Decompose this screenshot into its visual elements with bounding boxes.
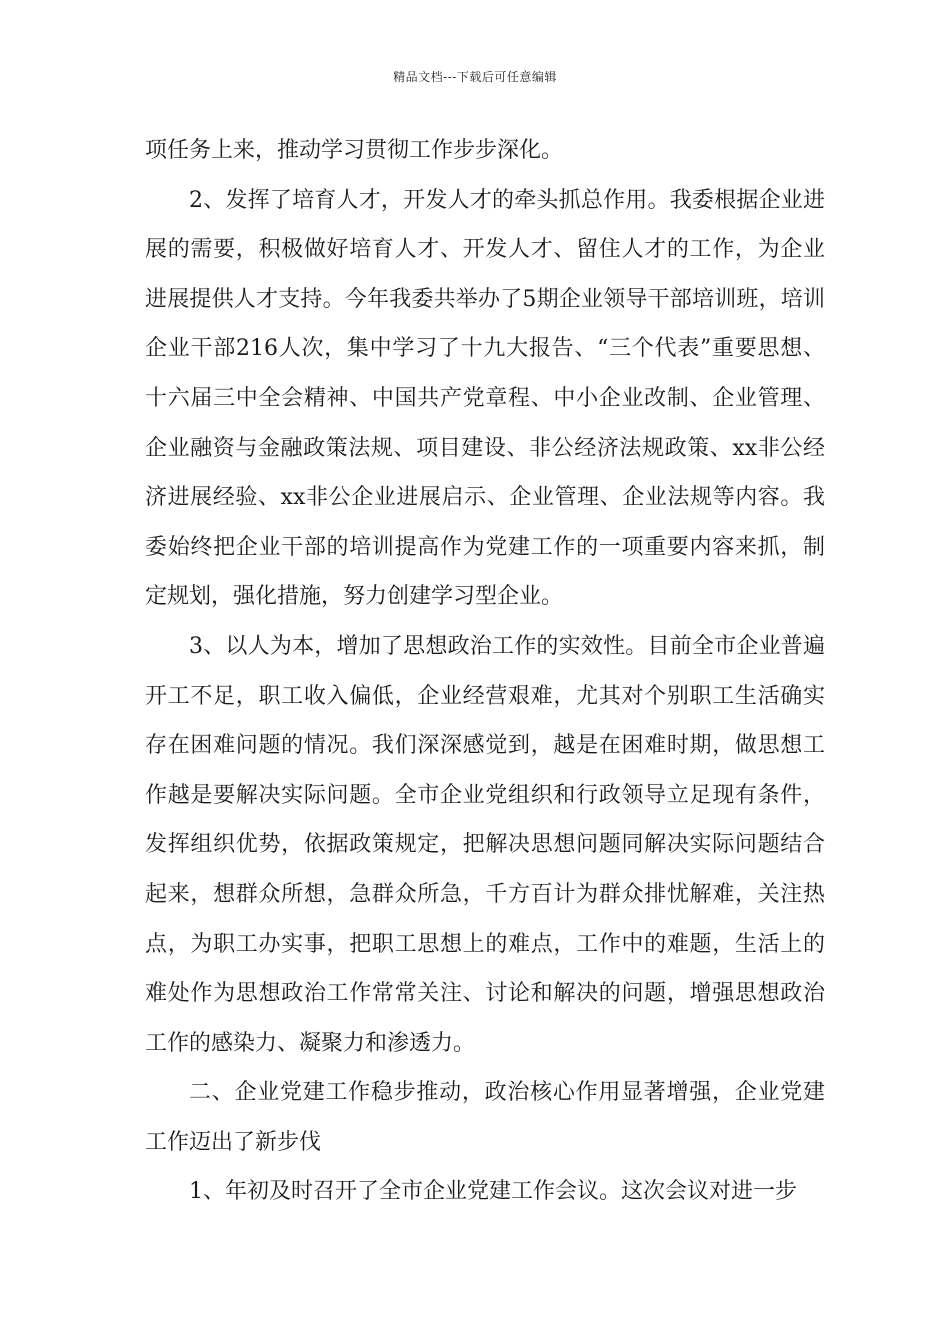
- document-body: [145, 126, 825, 1217]
- paragraph-people-oriented: 3、以人为本，增加了思想政治工作的实效性。目前全市企业普遍开工不足，职工收入偏低，企业经营艰难，尤其对个别职工生活确实存在困难问题的情况。我们深深感觉到，越是在困难时期，做思想工作越是要解决实际问题。全市企业党组织和行政领导立足现有条件，发挥组织优势，依据政策规定，把解决思想问题同解决实际问题结合起来，想群众所想，急群众所急，千方百计为群众排忧解难，关注热点，为职工办实事，把职工思想上的难点，工作中的难题，生活上的难处作为思想政治工作常常关注、讨论和解决的问题，增强思想政治工作的感染力、凝聚力和渗透力。: [145, 633, 825, 1056]
- paragraph-continuation: 项任务上来，推动学习贯彻工作步步深化。: [145, 138, 564, 163]
- paragraph-talent-development: 2、发挥了培育人才，开发人才的牵头抓总作用。我委根据企业进展的需要，积极做好培育人才、开发人才、留住人才的工作，为企业进展提供人才支持。今年我委共举办了5期企业领导干部培训班，培训企业干部216人次，集中学习了十九大报告、“三个代表”重要思想、十六届三中全会精神、中国共产党章程、中小企业改制、企业管理、企业融资与金融政策法规、项目建设、非公经济法规政策、xx非公经济进展经验、xx非公企业进展启示、企业管理、企业法规等内容。我委始终把企业干部的培训提高作为党建工作的一项重要内容来抓，制定规划，强化措施，努力创建学习型企业。: [145, 187, 825, 610]
- section-heading-party-building: 二、企业党建工作稳步推动，政治核心作用显著增强，企业党建工作迈出了新步伐: [145, 1080, 825, 1155]
- page-header: 精品文档---下载后可任意编辑: [393, 70, 557, 84]
- paragraph-annual-meeting: 1、年初及时召开了全市企业党建工作会议。这次会议对进一步: [189, 1179, 797, 1205]
